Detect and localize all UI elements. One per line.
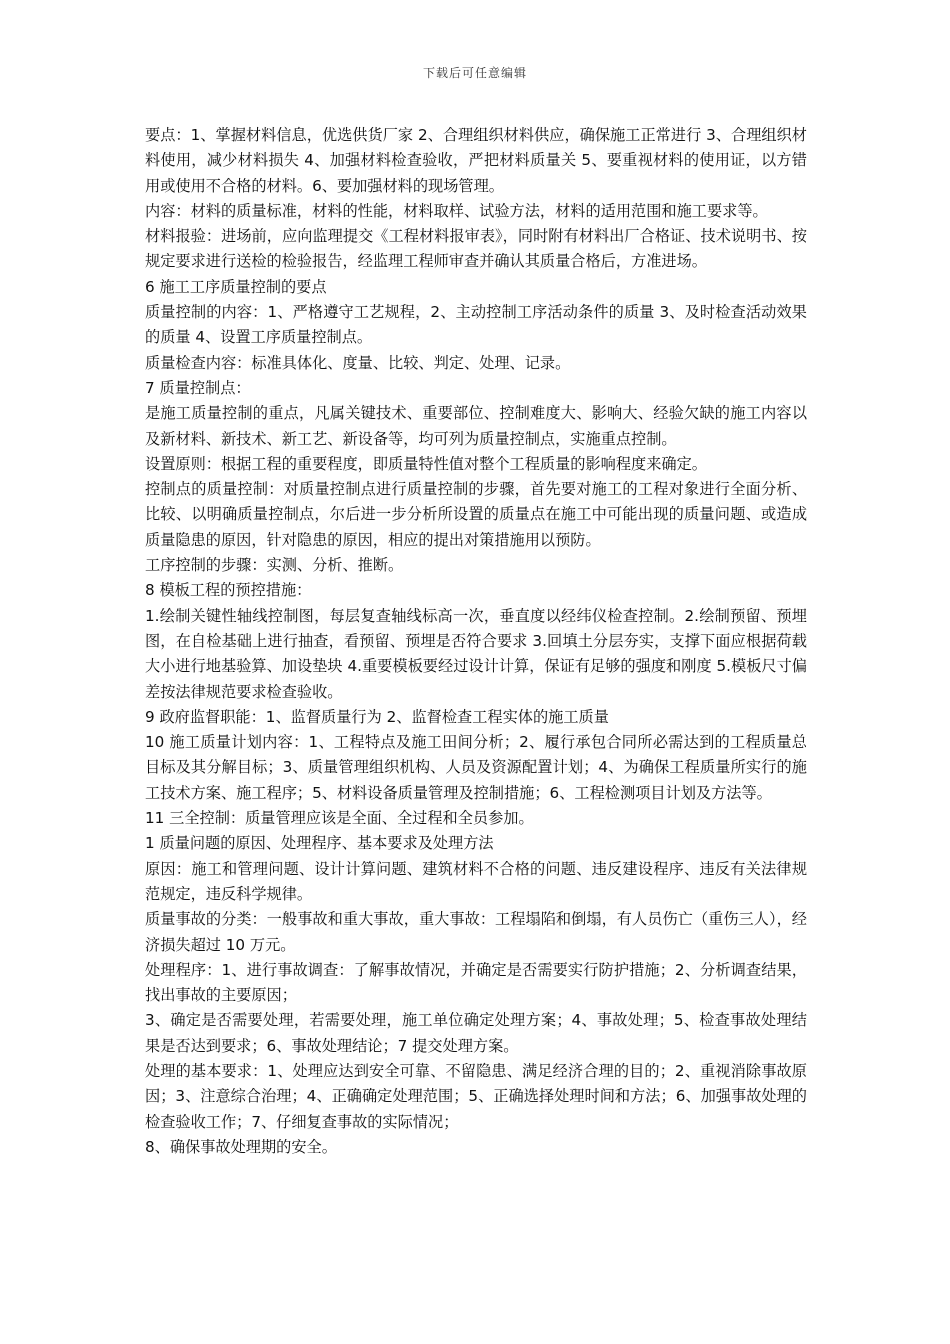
paragraph: 设置原则：根据工程的重要程度，即质量特性值对整个工程质量的影响程度来确定。 bbox=[145, 454, 707, 473]
paragraph: 质量事故的分类：一般事故和重大事故，重大事故：工程塌陷和倒塌，有人员伤亡（重伤三人），经济损失超过 10 万元。 bbox=[145, 910, 807, 954]
paragraph: 原因：施工和管理问题、设计计算问题、建筑材料不合格的问题、违反建设程序、违反有关法律规范规定，违反科学规律。 bbox=[145, 859, 807, 903]
document-body bbox=[145, 123, 807, 1160]
paragraph: 3、确定是否需要处理，若需要处理，施工单位确定处理方案；4、事故处理；5、检查事故处理结果是否达到要求；6、事故处理结论；7 提交处理方案。 bbox=[145, 1011, 807, 1055]
paragraph: 处理的基本要求：1、处理应达到安全可靠、不留隐患、满足经济合理的目的；2、重视消除事故原因；3、注意综合治理；4、正确确定处理范围；5、正确选择处理时间和方法；6、加强事故处理的检查验收工作；7、仔细复查事故的实际情况； bbox=[145, 1061, 807, 1131]
paragraph: 10 施工质量计划内容：1、工程特点及施工田间分析；2、履行承包合同所必需达到的工程质量总目标及其分解目标；3、质量管理组织机构、人员及资源配置计划；4、为确保工程质量所实行的施工技术方案、施工程序；5、材料设备质量管理及控制措施；6、工程检测项目计划及方法等。 bbox=[145, 733, 807, 802]
section-heading: 8 模板工程的预控措施： bbox=[145, 581, 312, 600]
paragraph: 要点：1、掌握材料信息，优选供货厂家 2、合理组织材料供应，确保施工正常进行 3、合理组织材料使用，减少材料损失 4、加强材料检查验收，严把材料质量关 5、要重视材料的使用证，以方错用或使用不合格的材料。6、要加强材料的现场管理。 bbox=[145, 126, 807, 195]
paragraph: 质量检查内容：标准具体化、度量、比较、判定、处理、记录。 bbox=[145, 353, 571, 372]
paragraph: 1.绘制关键性轴线控制图，每层复查轴线标高一次，垂直度以经纬仪检查控制。2.绘制预留、预埋图，在自检基础上进行抽查，看预留、预埋是否符合要求 3.回填土分层夯实，支撑下面应根据荷载大小进行地基验算、加设垫块 4.重要模板要经过设计计算，保证有足够的强度和刚度 5.模板尺寸偏差按法律规范要求检查验收。 bbox=[145, 606, 807, 701]
section-heading: 6 施工工序质量控制的要点 bbox=[145, 277, 327, 296]
paragraph: 处理程序：1、进行事故调查：了解事故情况，并确定是否需要实行防护措施；2、分析调查结果，找出事故的主要原因； bbox=[145, 960, 807, 1005]
paragraph: 9 政府监督职能：1、监督质量行为 2、监督检查工程实体的施工质量 bbox=[145, 707, 609, 726]
paragraph: 材料报验：进场前，应向监理提交《工程材料报审表》，同时附有材料出厂合格证、技术说明书、按规定要求进行送检的检验报告，经监理工程师审查并确认其质量合格后，方准进场。 bbox=[145, 227, 807, 271]
paragraph: 质量控制的内容：1、严格遵守工艺规程，2、主动控制工序活动条件的质量 3、及时检查活动效果的质量 4、设置工序质量控制点。 bbox=[145, 303, 807, 347]
paragraph: 是施工质量控制的重点，凡属关键技术、重要部位、控制难度大、影响大、经验欠缺的施工内容以及新材料、新技术、新工艺、新设备等，均可列为质量控制点，实施重点控制。 bbox=[145, 404, 807, 448]
section-heading: 7 质量控制点： bbox=[145, 378, 251, 397]
paragraph: 控制点的质量控制：对质量控制点进行质量控制的步骤，首先要对施工的工程对象进行全面分析、比较、以明确质量控制点，尔后进一步分析所设置的质量点在施工中可能出现的质量问题、或造成质量隐患的原因，针对隐患的原因，相应的提出对策措施用以预防。 bbox=[145, 480, 807, 549]
paragraph: 工序控制的步骤：实测、分析、推断。 bbox=[145, 556, 404, 575]
page-header: 下载后可任意编辑 bbox=[422, 66, 527, 80]
paragraph: 内容：材料的质量标准，材料的性能，材料取样、试验方法，材料的适用范围和施工要求等。 bbox=[145, 201, 768, 220]
paragraph: 11 三全控制：质量管理应该是全面、全过程和全员参加。 bbox=[145, 809, 534, 828]
section-heading: 1 质量问题的原因、处理程序、基本要求及处理方法 bbox=[145, 834, 494, 853]
paragraph: 8、确保事故处理期的安全。 bbox=[145, 1137, 337, 1156]
